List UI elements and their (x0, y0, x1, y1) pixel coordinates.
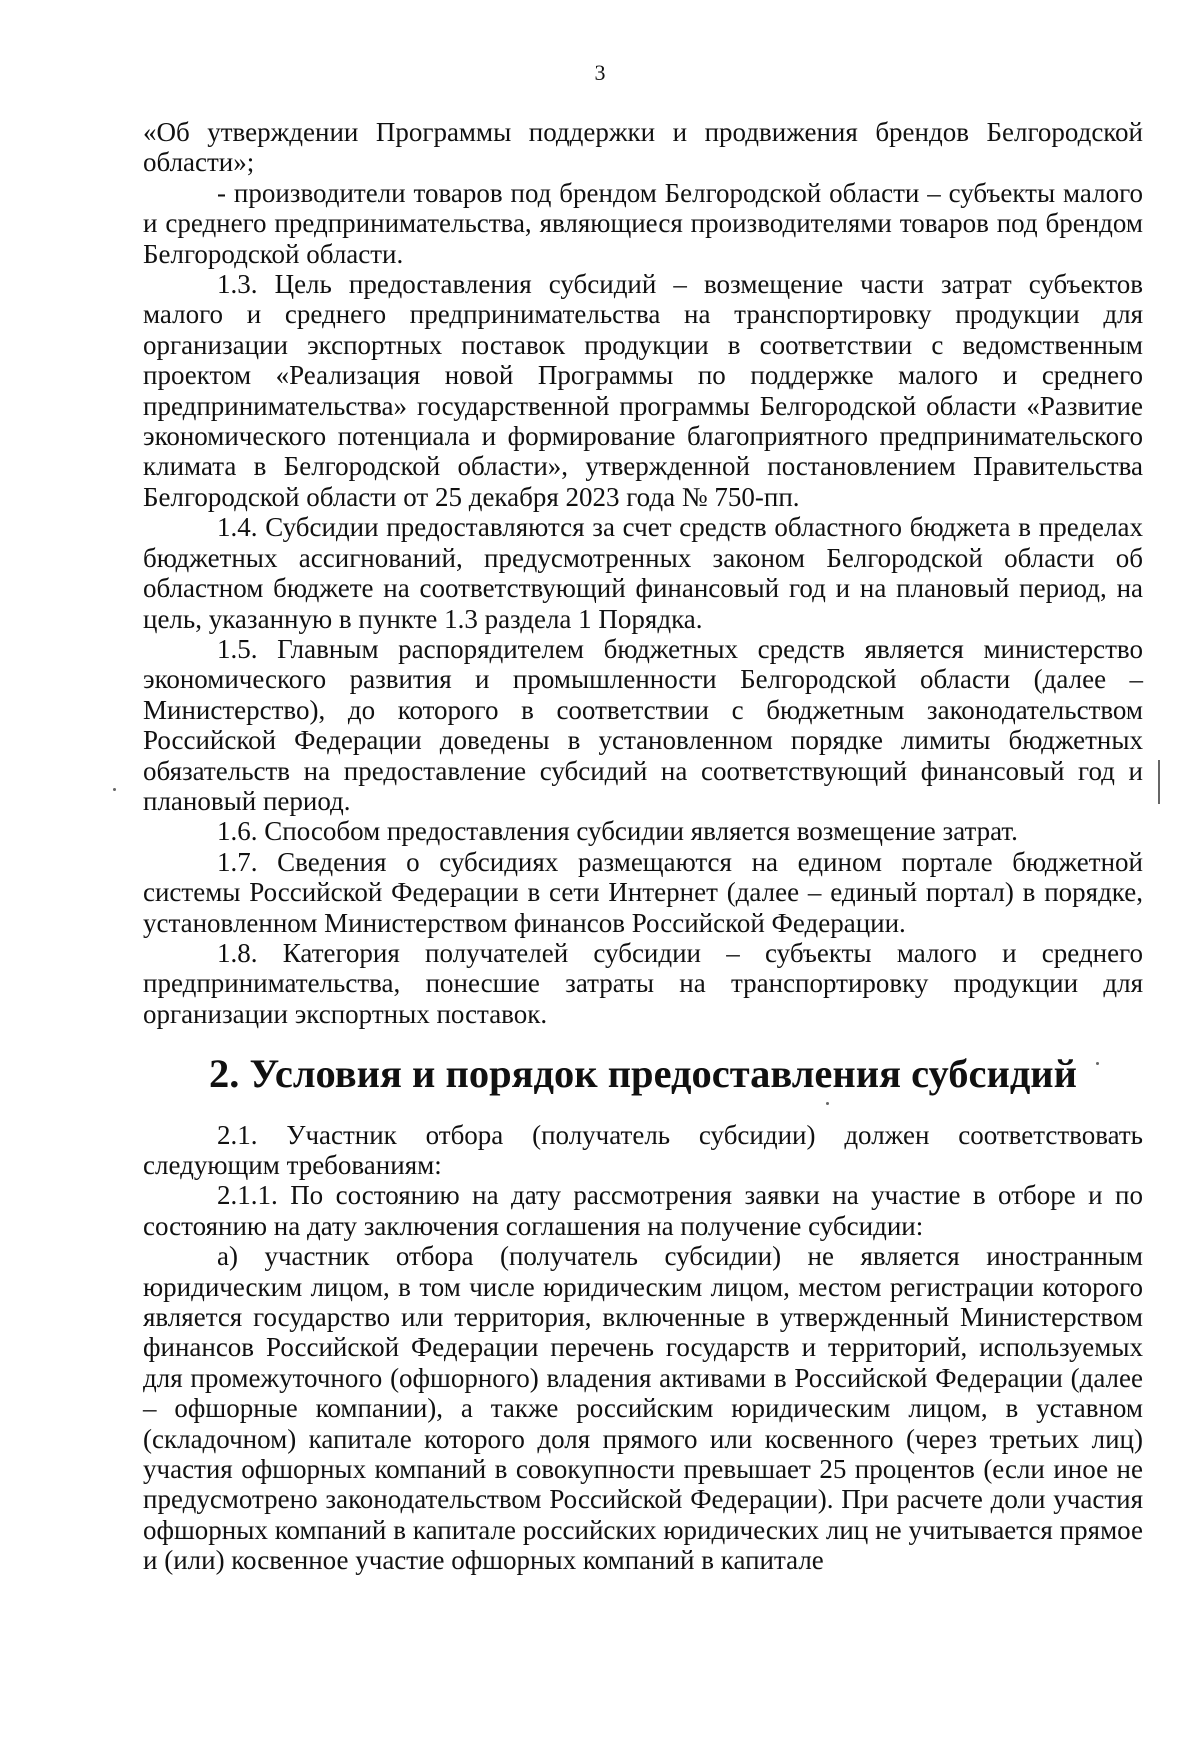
paragraph-1-3: 1.3. Цель предоставления субсидий – возмещение части затрат субъектов малого и среднего предпринимательства на транспортировку продукции для организации экспортных поставок продукции в соответствии с ведомственным проектом «Реализация новой Программы по поддержке малого и среднего предпринимательства» государственной программы Белгородской области «Развитие экономического потенциала и формирование благоприятного предпринимательского климата в Белгородской области», утвержденной постановлением Правительства Белгородской области от 25 декабря 2023 года № 750-пп. (143, 269, 1143, 512)
paragraph-1-5: 1.5. Главным распорядителем бюджетных средств является министерство экономического развития и промышленности Белгородской области (далее – Министерство), до которого в соответствии с бюджетным законодательством Российской Федерации доведены в установленном порядке лимиты бюджетных обязательств на предоставление субсидий на соответствующий финансовый год и плановый период. (143, 633, 1143, 816)
paragraph-1-7: 1.7. Сведения о субсидиях размещаются на едином портале бюджетной системы Российской Федерации в сети Интернет (далее – единый портал) в порядке, установленном Министерством финансов Российской Федерации. (143, 846, 1143, 938)
scan-artifact-dot (1096, 1062, 1099, 1065)
paragraph-intro-continuation: «Об утверждении Программы поддержки и продвижения брендов Белгородской области»; (143, 117, 1143, 178)
paragraph-2-1-1-a: а) участник отбора (получатель субсидии) не является иностранным юридическим лицом, в том числе юридическим лицом, местом регистрации которого является государство или территория, включенные в утвержденный Министерством финансов Российской Федерации перечень государств и территорий, используемых для промежуточного (офшорного) владения активами в Российской Федерации (далее – офшорные компании), а также российским юридическим лицом, в уставном (складочном) капитале которого доля прямого или косвенного (через третьих лиц) участия офшорных компаний в совокупности превышает 25 процентов (если иное не предусмотрено законодательством Российской Федерации). При расчете доли участия офшорных компаний в капитале российских юридических лиц не учитывается прямое и (или) косвенное участие офшорных компаний в капитале (143, 1241, 1143, 1576)
paragraph-2-1: 2.1. Участник отбора (получатель субсидии) должен соответствовать следующим требованиям: (143, 1119, 1143, 1180)
paragraph-1-8: 1.8. Категория получателей субсидии – субъекты малого и среднего предпринимательства, понесшие затраты на транспортировку продукции для организации экспортных поставок. (143, 937, 1143, 1029)
document-body (143, 117, 1143, 1576)
scan-artifact-line (1158, 760, 1160, 804)
page-number: 3 (594, 60, 606, 85)
scan-artifact-dot (113, 788, 116, 791)
paragraph-2-1-1: 2.1.1. По состоянию на дату рассмотрения заявки на участие в отборе и по состоянию на дату заключения соглашения на получение субсидии: (143, 1180, 1143, 1241)
paragraph-1-6: 1.6. Способом предоставления субсидии является возмещение затрат. (217, 816, 1018, 847)
scan-artifact-dot (826, 1102, 829, 1105)
section-heading: 2. Условия и порядок предоставления субсидий (209, 1051, 1077, 1097)
paragraph-1-4: 1.4. Субсидии предоставляются за счет средств областного бюджета в пределах бюджетных ассигнований, предусмотренных законом Белгородской области об областном бюджете на соответствующий финансовый год и на плановый период, на цель, указанную в пункте 1.3 раздела 1 Порядка. (143, 512, 1143, 634)
paragraph-brand-producers: - производители товаров под брендом Белгородской области – субъекты малого и среднего предпринимательства, являющиеся производителями товаров под брендом Белгородской области. (143, 177, 1143, 269)
